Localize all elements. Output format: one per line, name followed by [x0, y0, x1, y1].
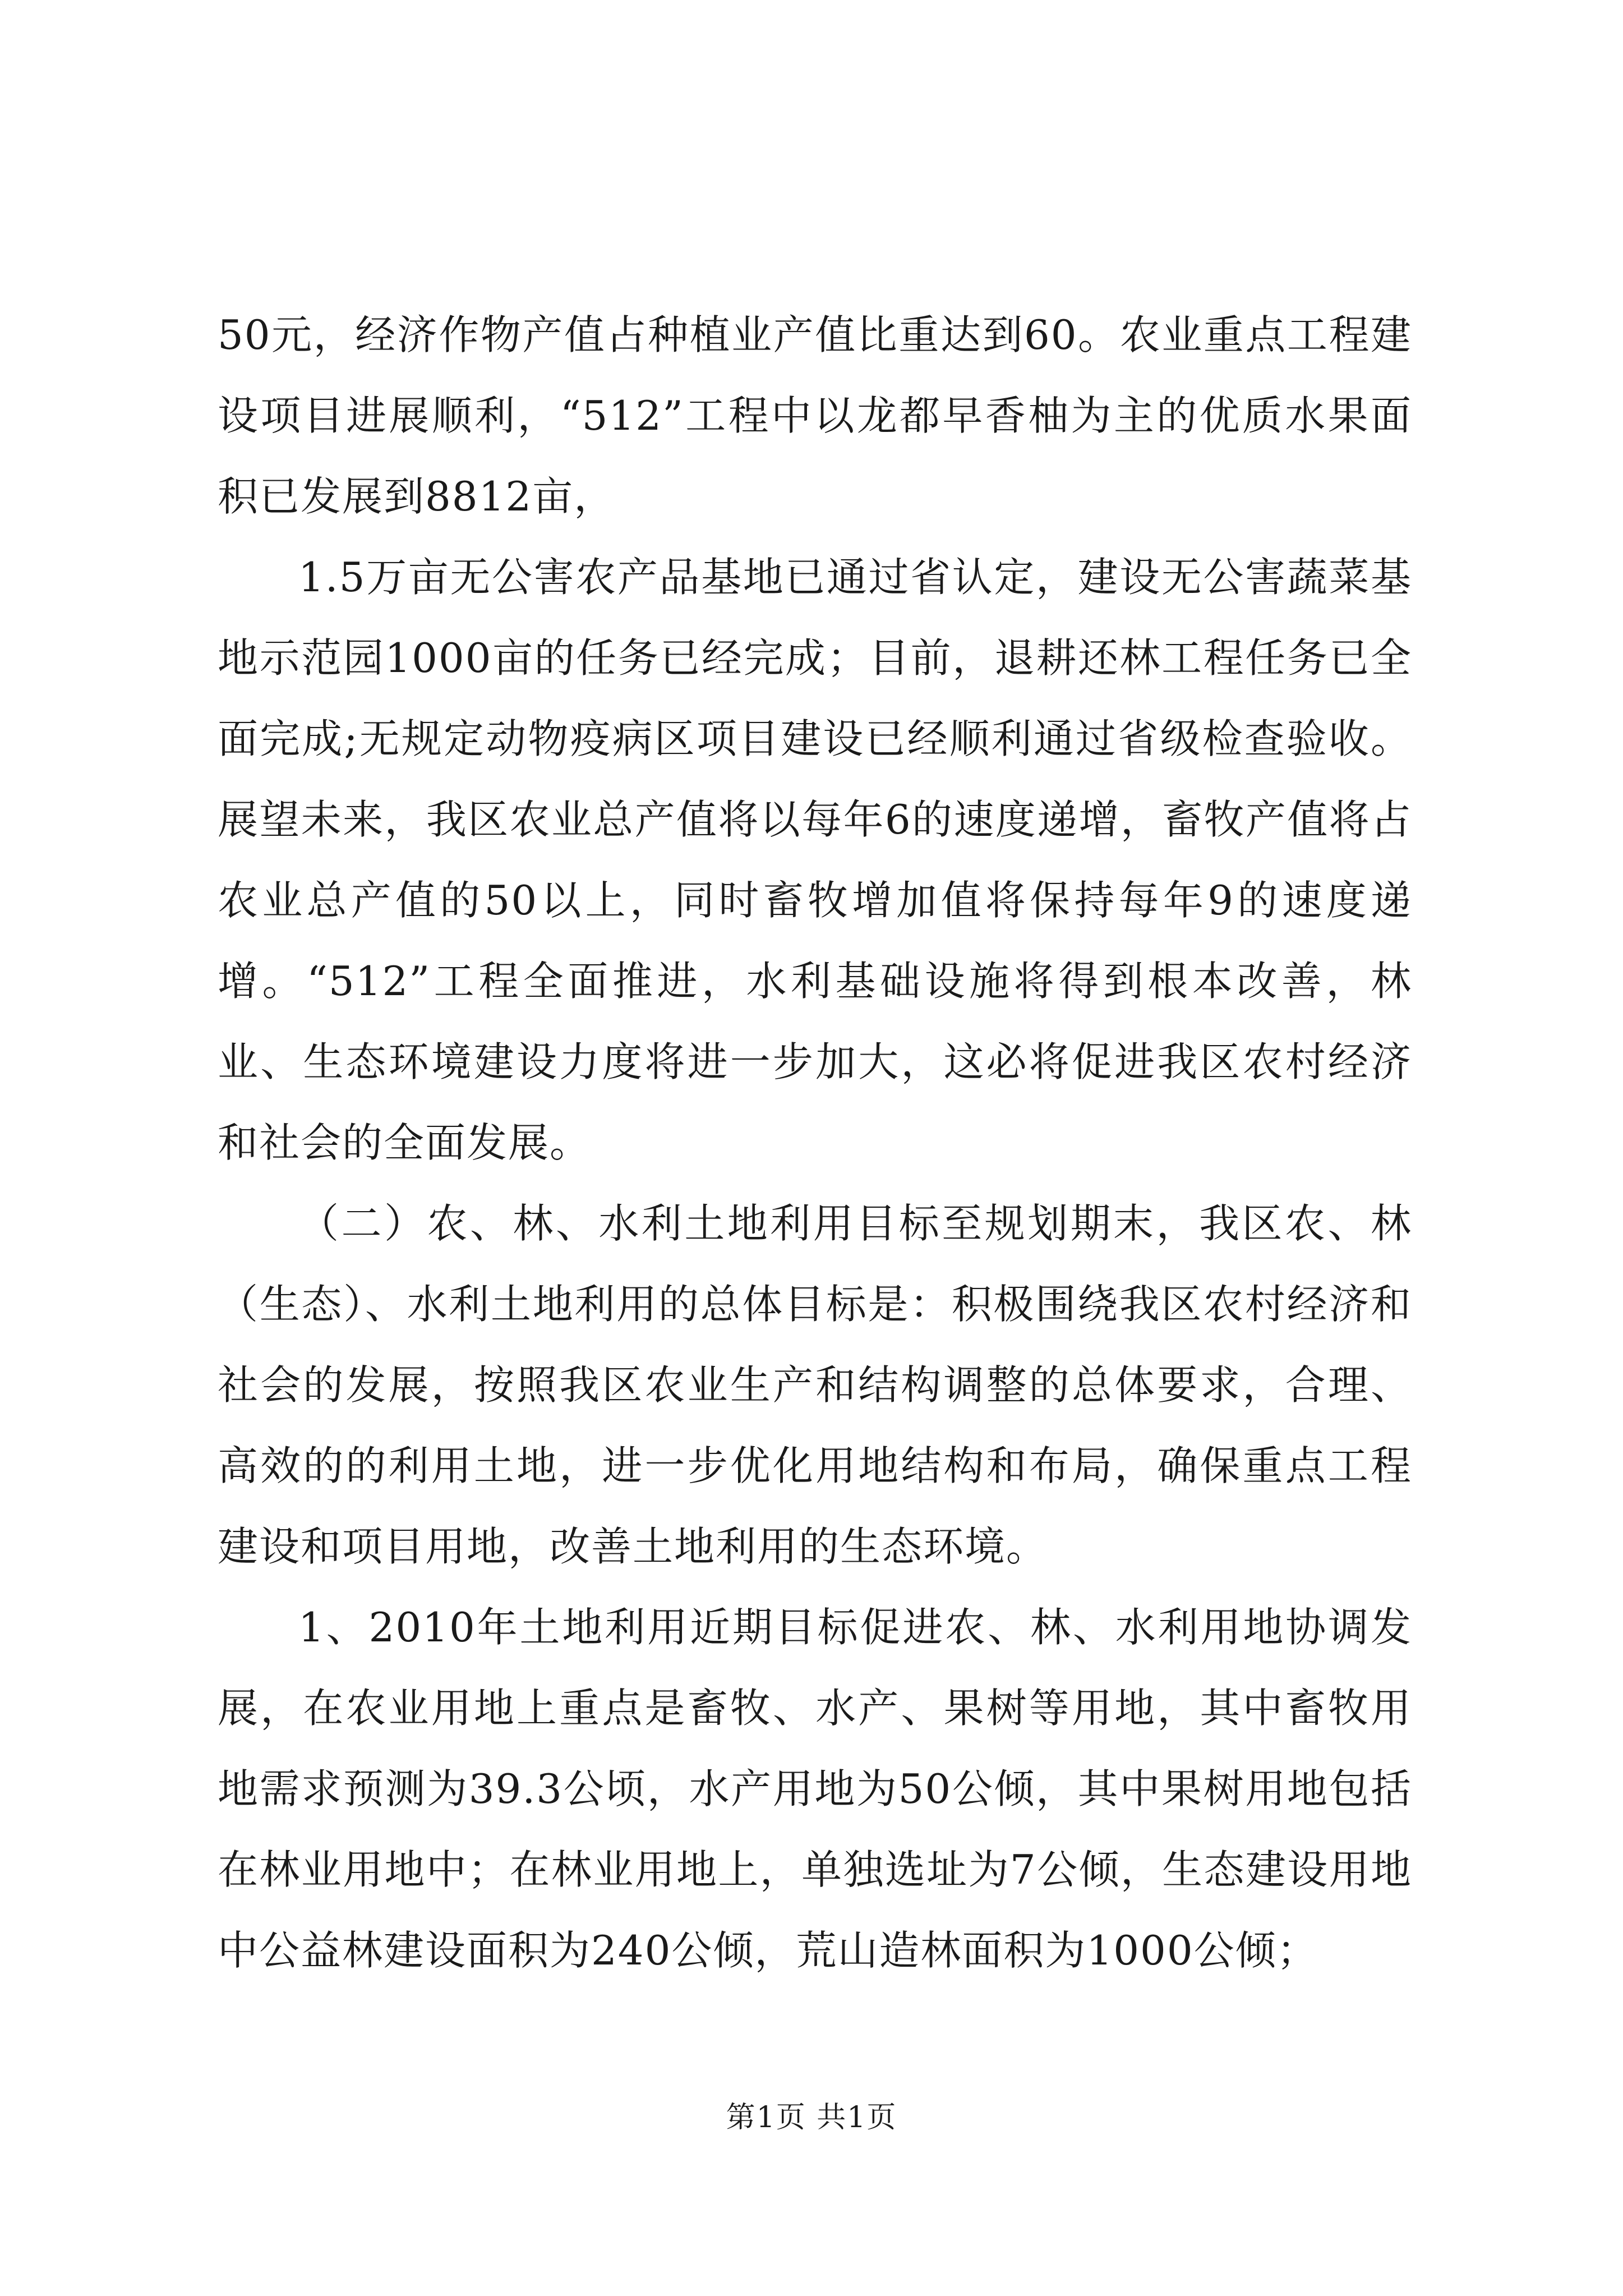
- paragraph-2: 1.5万亩无公害农产品基地已通过省认定，建设无公害蔬菜基地示范园1000亩的任务已经完成；目前，退耕还林工程任务已全面完成;无规定动物疫病区项目建设已经顺利通过省级检查验收。展望未来，我区农业总产值将以每年6的速度递增，畜牧产值将占农业总产值的50以上，同时畜牧增加值将保持每年9的速度递增。“512”工程全面推进，水利基础设施将得到根本改善，林业、生态环境建设力度将进一步加大，这必将促进我区农村经济和社会的全面发展。: [218, 554, 1412, 1166]
- paragraph-1: 50元，经济作物产值占种植业产值比重达到60。农业重点工程建设项目进展顺利，“512”工程中以龙都早香柚为主的优质水果面积已发展到8812亩，: [218, 311, 1412, 520]
- paragraph-4: 1、2010年土地利用近期目标促进农、林、水利用地协调发展，在农业用地上重点是畜牧、水产、果树等用地，其中畜牧用地需求预测为39.3公顷，水产用地为50公倾，其中果树用地包括在林业用地中；在林业用地上，单独选址为7公倾，生态建设用地中公益林建设面积为240公倾，荒山造林面积为1000公倾；: [218, 1604, 1412, 1974]
- paragraph-3: （二）农、林、水利土地利用目标至规划期末，我区农、林（生态）、水利土地利用的总体目标是：积极围绕我区农村经济和社会的发展，按照我区农业生产和结构调整的总体要求，合理、高效的的利用土地，进一步优化用地结构和布局，确保重点工程建设和项目用地，改善土地利用的生态环境。: [218, 1200, 1412, 1570]
- document-body: [218, 295, 1412, 1991]
- page-footer: 第1页 共1页: [726, 2101, 897, 2134]
